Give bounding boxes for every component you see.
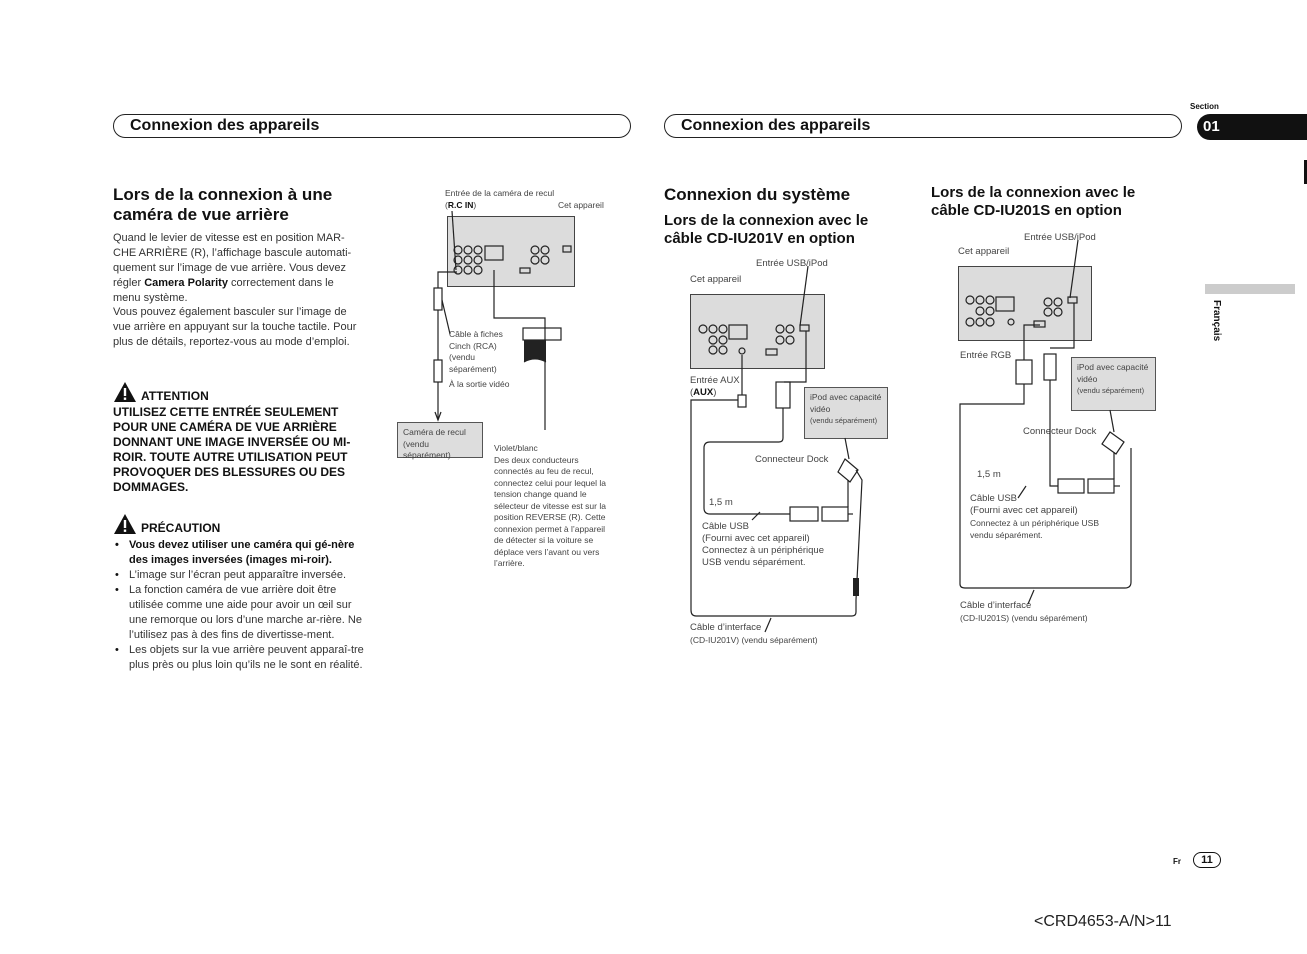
length-label-201s: 1,5 m (977, 469, 1001, 480)
ipod-box-note: (vendu séparément) (810, 416, 878, 425)
attention-title: ATTENTION (141, 389, 209, 403)
rear-camera-paragraph-2: Vous pouvez également basculer sur l’image de vue arrière en appuyant sur la touche tactile. Pour plus de détails, reportez-vous au mode d’emploi. (113, 306, 357, 348)
usb-cable-note: (Fourni avec cet appareil) (970, 505, 1078, 516)
dock-label-201s: Connecteur Dock (1023, 426, 1097, 437)
video-out-label: À la sortie vidéo (449, 379, 510, 389)
interface-cable-title: Câble d’interface (960, 600, 1032, 611)
language-tab: Français (1211, 300, 1222, 342)
usb-ipod-label-201v: Entrée USB/iPod (756, 258, 828, 269)
usb-cable-note: (Fourni avec cet appareil) (702, 533, 810, 544)
document-code: <CRD4653-A/N>11 (1034, 913, 1172, 930)
rcin-label: Entrée de la caméra de recul (R.C IN) (445, 188, 555, 210)
para1-text-a: Quand le levier de vitesse est en position MAR-CHE ARRIÈRE (R), l’affichage bascule automati-quement sur l’image de vue arrière. Vous devez régler (113, 232, 352, 289)
header-title-left: Connexion des appareils (130, 117, 320, 134)
interface-cable-title: Câble d’interface (690, 622, 762, 633)
system-title: Connexion du système (664, 185, 851, 204)
rcin-label-code: R.C IN (447, 199, 474, 210)
ipod-box-note: (vendu séparément) (1077, 386, 1145, 395)
aux-label: Entrée AUX (AUX) (690, 375, 740, 398)
para1-text-b: correctement dans le menu système. (113, 277, 334, 304)
rear-camera-title: Lors de la connexion à une caméra de vue arrière (113, 185, 333, 224)
ipod-box-label: iPod avec capacité vidéo (810, 392, 882, 414)
rear-camera-box-label: Caméra de recul (403, 427, 466, 437)
aux-label-code: AUX (693, 387, 714, 398)
page-number: 11 (1193, 852, 1221, 868)
footer-language-code: Fr (1173, 857, 1181, 866)
system-subtitle-201s: Lors de la connexion avec le câble CD-IU201S en option (931, 184, 1136, 219)
interface-cable-note: (CD-IU201S) (vendu séparément) (960, 613, 1088, 623)
unit-label-camera: Cet appareil (558, 200, 604, 210)
rear-camera-box-note: (vendu séparément) (403, 438, 451, 460)
violet-wire-label: Violet/blanc (494, 443, 538, 453)
rgb-label: Entrée RGB (960, 350, 1012, 361)
unit-label-201s: Cet appareil (958, 246, 1010, 257)
list-item: • Vous devez utiliser une caméra qui gé-nère des images inversées (images mi-roir). (113, 538, 365, 568)
violet-wire-text: Des deux conducteurs connectés au feu de recul, connectez celui pour lequel la tension change quand le sélecteur de vitesse est sur la position REVERSE (R). Cette connexion permet à l’appareil de détecter si la voiture se déplace vers l’avant ou vers l’arrière. (494, 454, 606, 568)
usb-ipod-label-201s: Entrée USB/iPod (1024, 232, 1096, 243)
dock-label-201v: Connecteur Dock (755, 454, 829, 465)
ipod-box-label: iPod avec capacité vidéo (1077, 362, 1149, 384)
precaution-title: PRÉCAUTION (141, 521, 221, 535)
usb-cable-title: Câble USB (970, 493, 1017, 504)
camera-polarity-term: Camera Polarity (144, 277, 228, 289)
usb-cable-note-2: Connectez à un périphérique USB vendu séparément. (970, 518, 1099, 540)
usb-cable-note-2: Connectez à un périphérique USB vendu séparément. (702, 545, 825, 568)
list-item: • L’image sur l’écran peut apparaître inversée. (113, 568, 365, 583)
section-number: 01 (1203, 118, 1220, 135)
list-item: • Les objets sur la vue arrière peuvent apparaî-tre plus près ou plus loin qu’ils ne le sont en réalité. (113, 643, 365, 673)
length-label-201v: 1,5 m (709, 497, 733, 508)
interface-cable-note: (CD-IU201V) (vendu séparément) (690, 635, 818, 645)
system-subtitle-201v: Lors de la connexion avec le câble CD-IU201V en option (664, 212, 869, 247)
attention-text: UTILISEZ CETTE ENTRÉE SEULEMENT POUR UNE CAMÉRA DE VUE ARRIÈRE DONNANT UNE IMAGE INVERSÉE OU MI-ROIR. TOUTE AUTRE UTILISATION PEUT PROVOQUER DES BLESSURES OU DES DOMMAGES. (113, 405, 351, 494)
list-item: • La fonction caméra de vue arrière doit être utilisée comme une aide pour avoir un œil sur une remorque ou lors d’une marche ar-rière. Ne l’utilisez pas à des fins de divertisse-ment. (113, 583, 365, 643)
rca-cable-label: Câble à fiches Cinch (RCA) (vendu séparément) (449, 329, 503, 374)
section-label: Section (1190, 102, 1219, 111)
aux-label-text: Entrée AUX (690, 375, 740, 386)
header-title-right: Connexion des appareils (681, 117, 871, 134)
unit-label-201v: Cet appareil (690, 274, 742, 285)
usb-cable-title: Câble USB (702, 521, 749, 532)
rcin-label-text: Entrée de la caméra de recul (445, 188, 555, 198)
